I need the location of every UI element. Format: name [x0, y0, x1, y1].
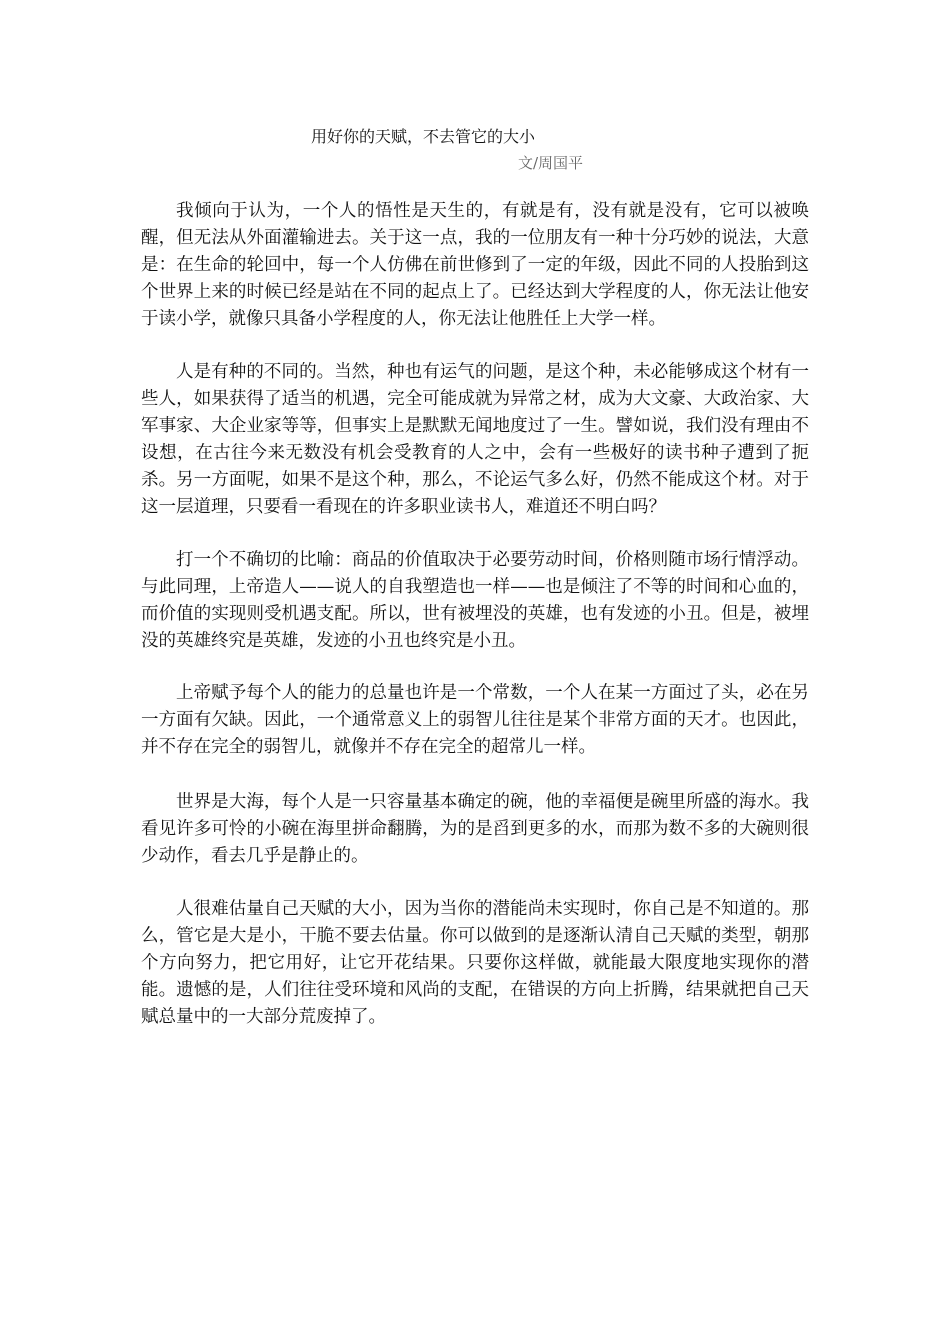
paragraph-2: 人是有种的不同的。当然，种也有运气的问题，是这个种，未必能够成这个材有一些人，如果获得了适当的机遇，完全可能成就为异常之材，成为大文豪、大政治家、大军事家、大企业家等等，但事实上是默默无闻地度过了一生。譬如说，我们没有理由不设想，在古往今来无数没有机会受教育的人之中，会有一些极好的读书种子遭到了扼杀。另一方面呢，如果不是这个种，那么，不论运气多么好，仍然不能成这个材。对于这一层道理，只要看一看现在的许多职业读书人，难道还不明白吗？: [141, 362, 809, 517]
paragraph-3: 打一个不确切的比喻：商品的价值取决于必要劳动时间，价格则随市场行情浮动。与此同理，上帝造人——说人的自我塑造也一样——也是倾注了不等的时间和心血的，而价值的实现则受机遇支配。所以，世有被埋没的英雄，也有发迹的小丑。但是，被埋没的英雄终究是英雄，发迹的小丑也终究是小丑。: [141, 550, 809, 651]
paragraph-1: 我倾向于认为，一个人的悟性是天生的，有就是有，没有就是没有，它可以被唤醒，但无法从外面灌输进去。关于这一点，我的一位朋友有一种十分巧妙的说法，大意是：在生命的轮回中，每一个人仿佛在前世修到了一定的年级，因此不同的人投胎到这个世界上来的时候已经是站在不同的起点上了。已经达到大学程度的人，你无法让他安于读小学，就像只具备小学程度的人，你无法让他胜任上大学一样。: [141, 201, 809, 329]
paragraph-6: 人很难估量自己天赋的大小，因为当你的潜能尚未实现时，你自己是不知道的。那么，管它是大是小，干脆不要去估量。你可以做到的是逐渐认清自己天赋的类型，朝那个方向努力，把它用好，让它开花结果。只要你这样做，就能最大限度地实现你的潜能。遗憾的是，人们往往受环境和风尚的支配，在错误的方向上折腾，结果就把自己天赋总量中的一大部分荒废掉了。: [141, 899, 809, 1027]
paragraph-5: 世界是大海，每个人是一只容量基本确定的碗，他的幸福便是碗里所盛的海水。我看见许多可怜的小碗在海里拼命翻腾，为的是舀到更多的水，而那为数不多的大碗则很少动作，看去几乎是静止的。: [141, 792, 809, 866]
article-body: [141, 198, 809, 1031]
article-title: 用好你的天赋，不去管它的大小: [311, 127, 536, 146]
article-byline: 文/周国平: [518, 154, 584, 172]
paragraph-4: 上帝赋予每个人的能力的总量也许是一个常数，一个人在某一方面过了头，必在另一方面有欠缺。因此，一个通常意义上的弱智儿往往是某个非常方面的天才。也因此，并不存在完全的弱智儿，就像并不存在完全的超常儿一样。: [141, 683, 809, 757]
